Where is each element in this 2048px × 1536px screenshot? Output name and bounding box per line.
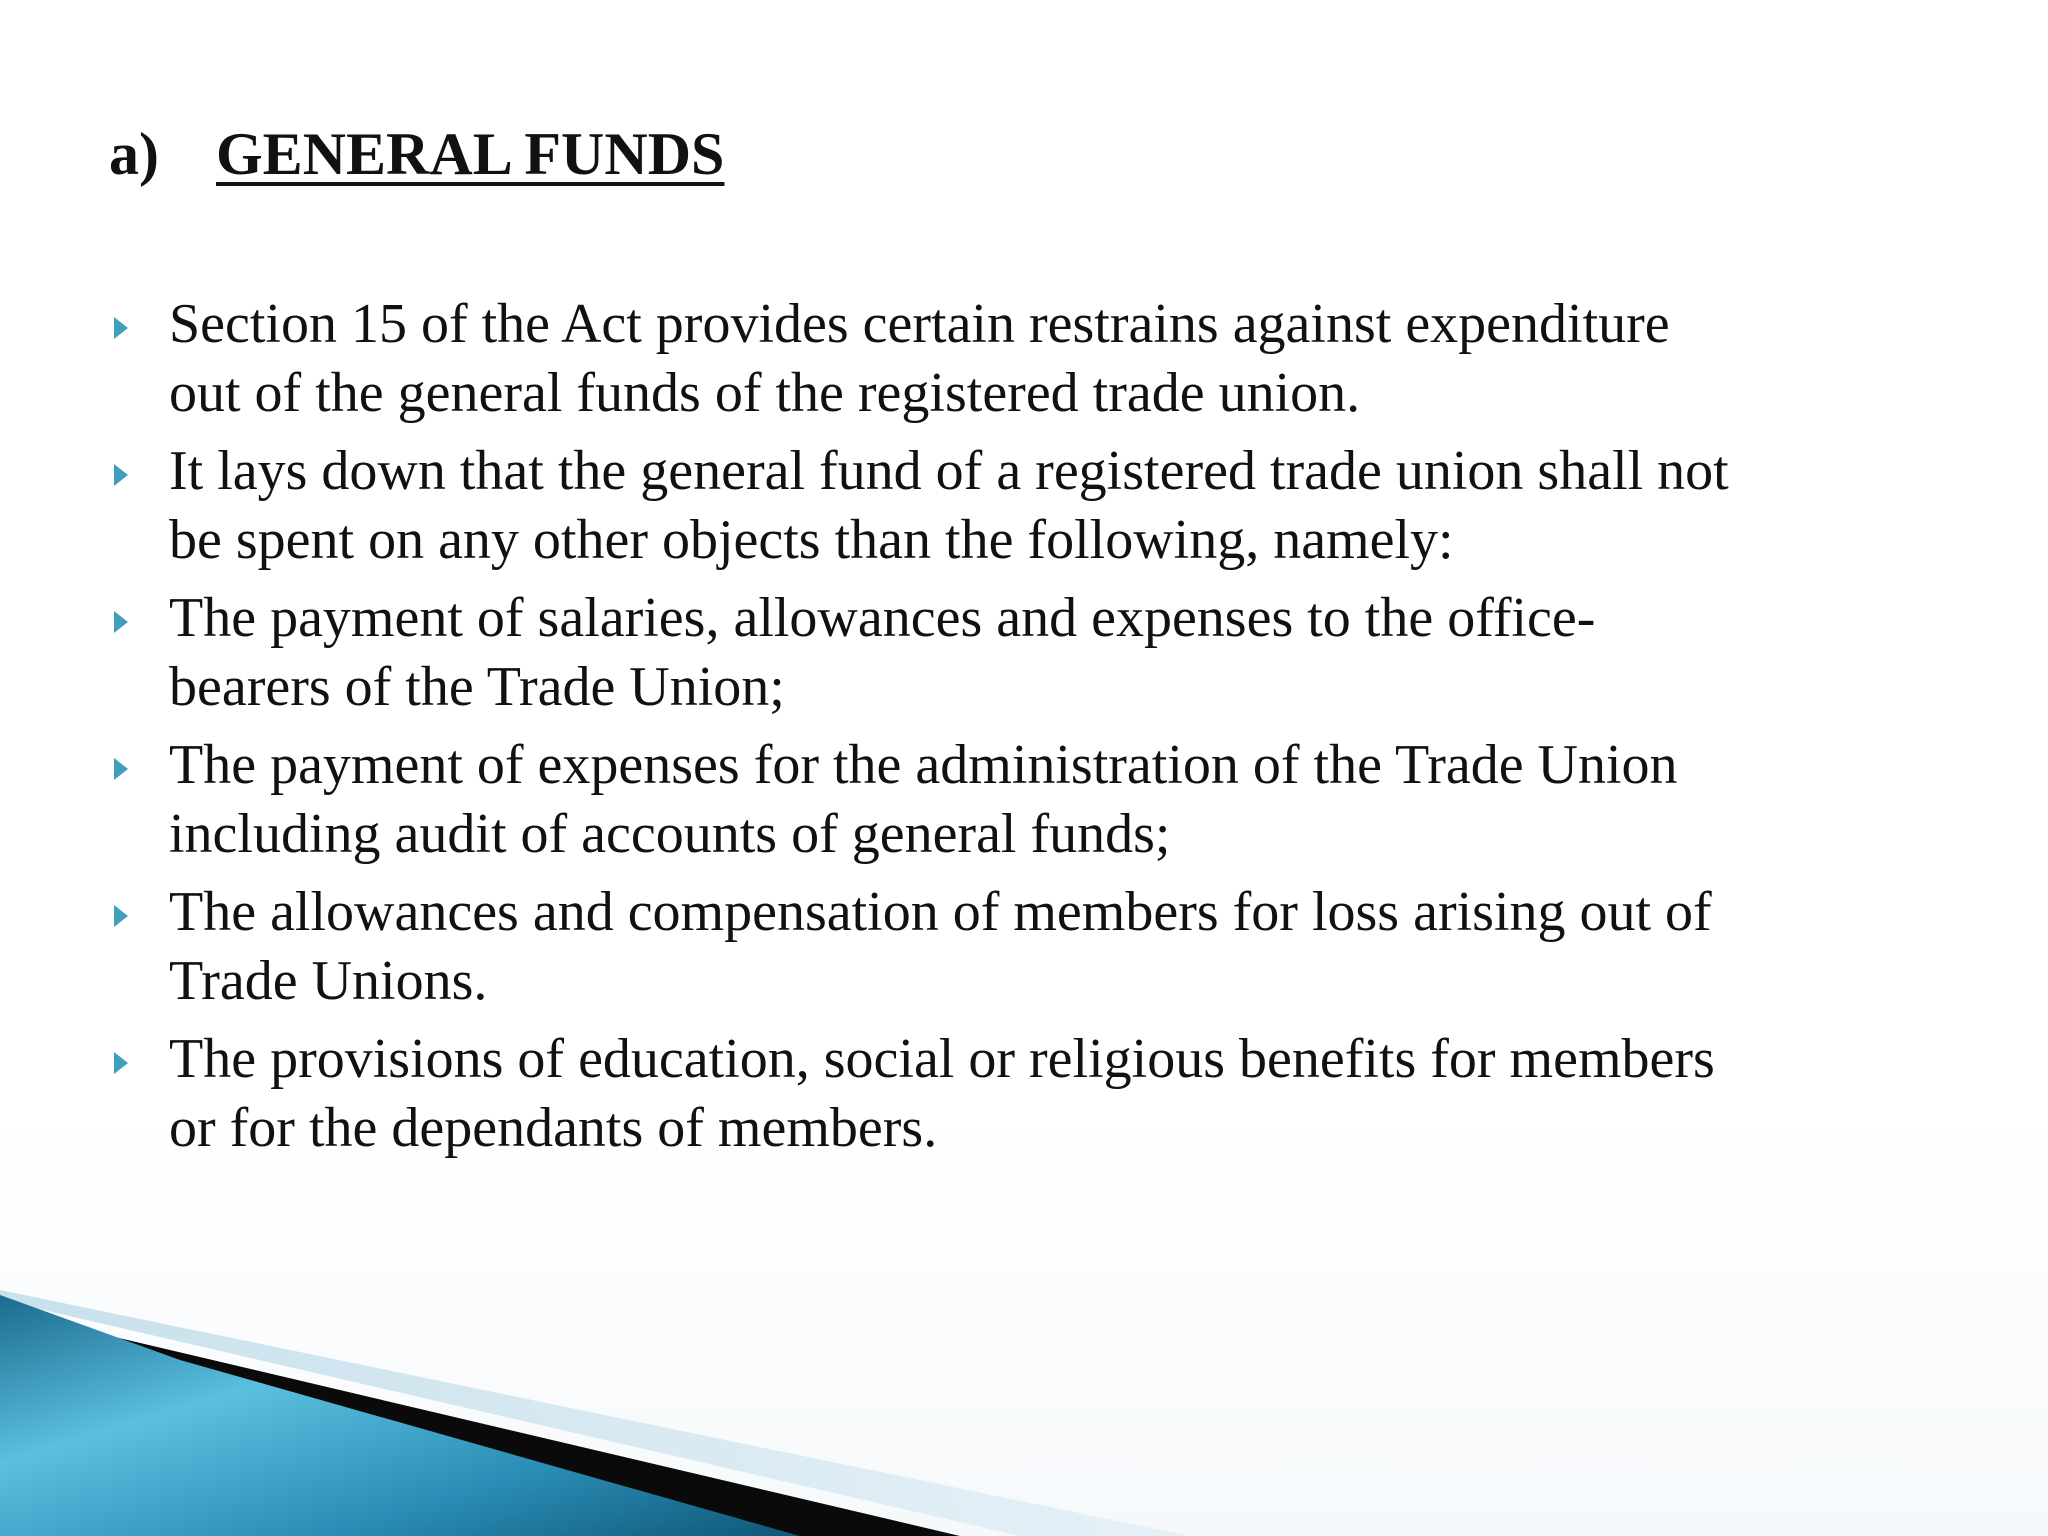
- triangle-bullet-icon: [114, 758, 128, 780]
- triangle-bullet-icon: [114, 905, 128, 927]
- bullet-line: Trade Unions.: [169, 950, 488, 1012]
- bullet-line: The allowances and compensation of members for loss arising out of: [169, 881, 1712, 943]
- bullet-line: The provisions of education, social or religious benefits for members: [169, 1028, 1715, 1090]
- bullet-line: including audit of accounts of general funds;: [169, 803, 1171, 865]
- heading-marker: a): [109, 121, 159, 187]
- list-item: [109, 878, 1989, 1016]
- list-item: [109, 584, 1989, 722]
- bullet-line: be spent on any other objects than the following, namely:: [169, 509, 1454, 571]
- triangle-bullet-icon: [114, 464, 128, 486]
- bullet-line: It lays down that the general fund of a registered trade union shall not: [169, 440, 1729, 502]
- decorative-swoosh: [0, 1240, 2048, 1536]
- bullet-list: [109, 290, 1989, 1172]
- list-item: [109, 731, 1989, 869]
- bullet-line: bearers of the Trade Union;: [169, 656, 785, 718]
- triangle-bullet-icon: [114, 1052, 128, 1074]
- list-item: [109, 290, 1989, 428]
- slide-heading: [109, 118, 724, 190]
- bullet-line: or for the dependants of members.: [169, 1097, 938, 1159]
- heading-title: GENERAL FUNDS: [216, 121, 725, 187]
- bullet-line: Section 15 of the Act provides certain restrains against expenditure: [169, 293, 1670, 355]
- triangle-bullet-icon: [114, 317, 128, 339]
- bullet-line: out of the general funds of the registered trade union.: [169, 362, 1361, 424]
- bullet-line: The payment of expenses for the administration of the Trade Union: [169, 734, 1678, 796]
- bullet-line: The payment of salaries, allowances and expenses to the office-: [169, 587, 1596, 649]
- list-item: [109, 437, 1989, 575]
- list-item: [109, 1025, 1989, 1163]
- triangle-bullet-icon: [114, 611, 128, 633]
